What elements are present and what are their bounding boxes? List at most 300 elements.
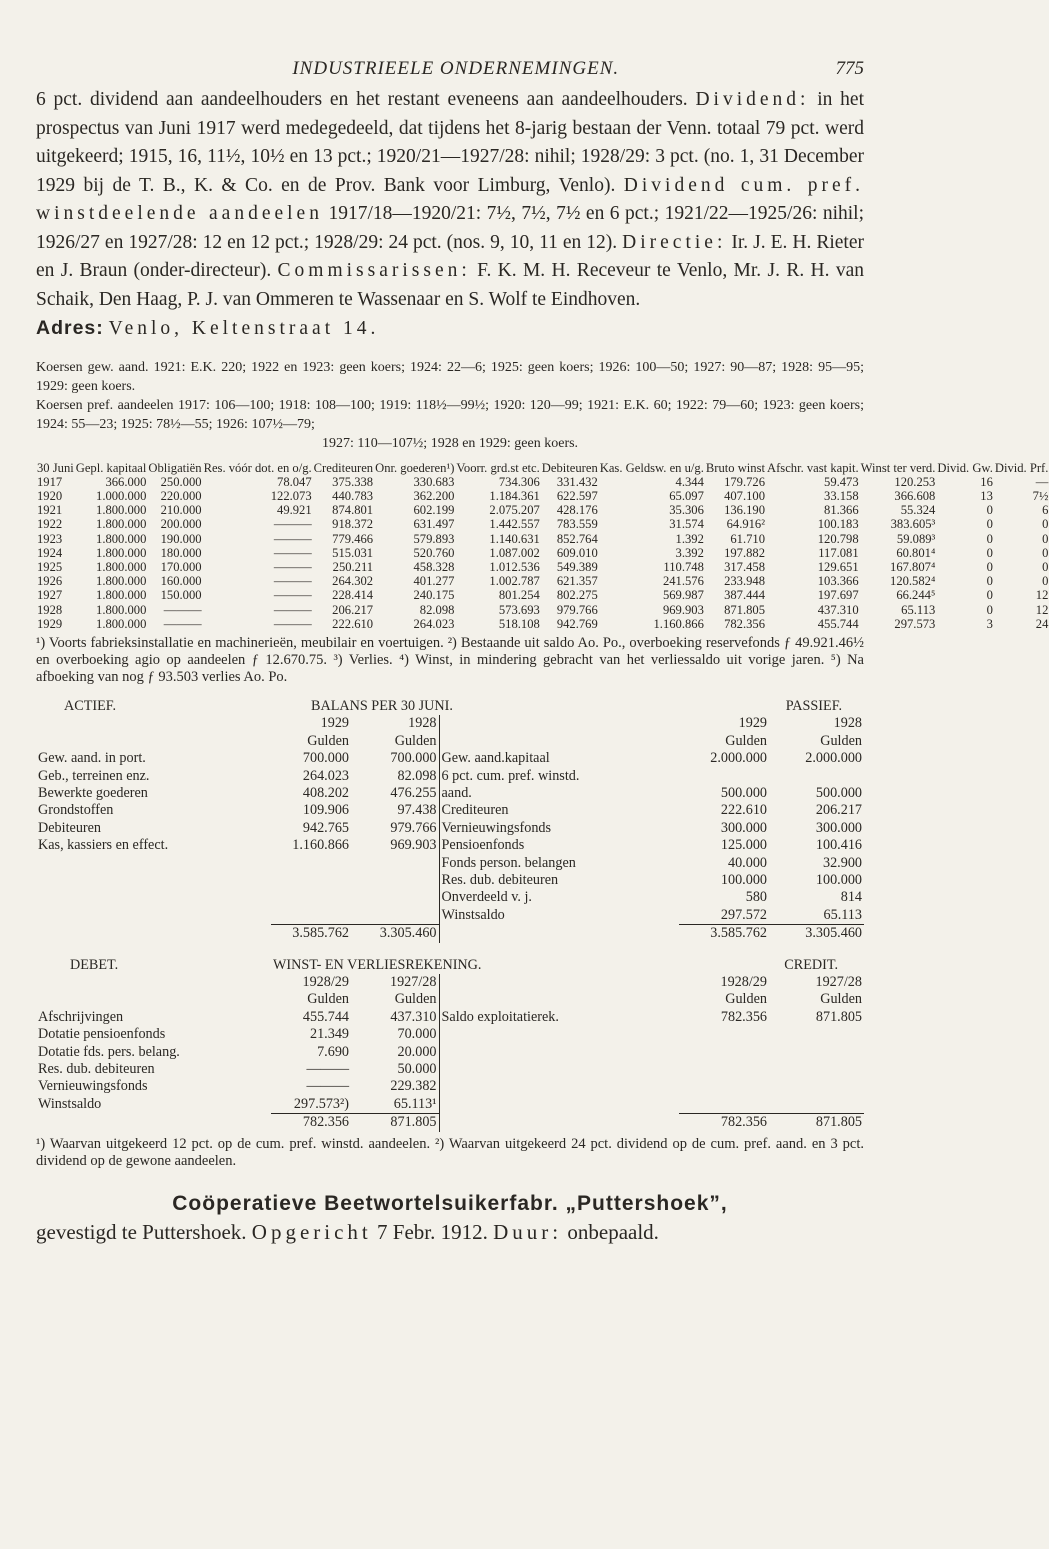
account-value: 2.000.000 — [805, 750, 862, 767]
table-cell: 122.073 — [270, 488, 312, 503]
table-cell: 801.254 — [498, 588, 540, 603]
table-cell: 250.211 — [332, 559, 374, 574]
account-row — [36, 1061, 864, 1078]
table-cell: 387.444 — [724, 588, 766, 603]
table-cell: 362.200 — [413, 488, 455, 503]
unit: Gulden — [725, 732, 767, 749]
column-header: Crediteuren — [313, 460, 374, 475]
year-b: 1928 — [833, 715, 862, 732]
table-cell: 150.000 — [160, 588, 202, 603]
account-row — [36, 802, 864, 819]
table-cell: 455.744 — [817, 616, 859, 631]
table-cell: 1.392 — [675, 531, 704, 546]
table-cell: 228.414 — [332, 588, 374, 603]
table-cell: 1.160.866 — [653, 616, 704, 631]
column-header: Voorr. grd.st etc. — [456, 460, 540, 475]
account-value: 1.160.866 — [292, 837, 349, 854]
account-value: 500.000 — [815, 784, 862, 801]
table-cell: 979.766 — [556, 602, 598, 617]
account-value: 50.000 — [397, 1061, 437, 1078]
account-value: 297.573²) — [293, 1095, 349, 1112]
table-cell: 1.800.000 — [96, 616, 147, 631]
account-value: 40.000 — [727, 854, 767, 871]
table-cell: 1.800.000 — [96, 602, 147, 617]
table-cell: 0 — [1042, 531, 1049, 546]
table-cell: 331.432 — [556, 474, 598, 489]
company-seat: gevestigd te Puttershoek. — [36, 1219, 247, 1244]
account-value: 100.000 — [815, 872, 862, 888]
table-cell: 631.497 — [413, 517, 455, 532]
column-header: Bruto winst — [705, 460, 766, 475]
table-cell: 12 — [1035, 588, 1049, 603]
credit-title: CREDIT. — [784, 956, 838, 973]
account-label: Gew. aand.kapitaal — [439, 750, 679, 767]
account-value: 100.000 — [720, 872, 767, 888]
table-cell: 569.987 — [662, 588, 704, 603]
directie-names: Ir. J. E. H. Rieter en J. Braun (onder-directeur). — [36, 231, 864, 281]
column-header: Gepl. kapitaal — [75, 460, 147, 475]
table-cell: 49.921 — [277, 503, 312, 518]
table-cell: 520.760 — [413, 545, 455, 560]
keyword-directie: Directie: — [622, 231, 727, 253]
table-cell: 1.800.000 — [96, 574, 147, 589]
table-row — [36, 517, 1049, 531]
balance-sheet — [36, 698, 864, 943]
running-header — [36, 58, 864, 80]
account-label: Dotatie pensioenfonds — [38, 1026, 166, 1043]
account-value: 206.217 — [815, 802, 862, 819]
year-b: 1927/28 — [815, 974, 862, 991]
account-value: 782.356 — [720, 1008, 767, 1025]
account-value: 814 — [840, 889, 862, 906]
table-cell: 55.324 — [900, 503, 936, 518]
table-cell: 264.023 — [413, 616, 455, 631]
table-cell: 1929 — [37, 616, 63, 631]
dividend-pref-history: 1917/18—1920/21: 7½, 7½, 7½ en 6 pct.; 1921/22—1925/26: nihil; 1926/27 en 1927/28: 12 en 12 pct.; 1928/29: 24 pct. (nos. 9, 10, 11 en 12). — [36, 203, 864, 253]
account-value: 109.906 — [302, 802, 349, 819]
year-a: 1929 — [738, 715, 767, 732]
account-value: 264.023 — [302, 767, 349, 784]
keyword-commissarissen: Commissarissen: — [277, 260, 471, 281]
table-cell: 0 — [1042, 545, 1049, 560]
table-row — [36, 603, 1049, 617]
table-cell: 0 — [986, 602, 993, 617]
account-value: 20.000 — [397, 1043, 437, 1060]
balance-total-row — [36, 925, 864, 943]
table-cell: 1.442.557 — [489, 517, 540, 532]
passief-title: PASSIEF. — [785, 697, 842, 714]
table-cell: ——— — [273, 531, 312, 546]
table-cell: 7½ — [1032, 488, 1049, 503]
page-number: 775 — [835, 58, 864, 79]
table-cell: 241.576 — [662, 574, 704, 589]
table-cell: 1921 — [37, 503, 63, 518]
balance-title: BALANS PER 30 JUNI. — [311, 697, 453, 714]
account-row — [36, 820, 864, 837]
debet-title: DEBET. — [70, 956, 119, 973]
account-value: 125.000 — [720, 837, 767, 854]
table-cell: 0 — [986, 588, 993, 603]
table-cell: 35.306 — [669, 503, 704, 518]
actief-title: ACTIEF. — [64, 697, 117, 714]
keyword-duur: Duur: — [493, 1219, 563, 1244]
table-cell: 0 — [1042, 517, 1049, 532]
account-value: 455.744 — [302, 1008, 349, 1025]
account-label: Kas, kassiers en effect. — [38, 837, 169, 854]
table-cell: 179.726 — [724, 474, 766, 489]
table-cell: 942.769 — [556, 616, 598, 631]
table-cell: 802.275 — [556, 588, 598, 603]
table-cell: 549.389 — [556, 559, 598, 574]
table-cell: 59.473 — [824, 474, 859, 489]
company-description — [36, 86, 864, 344]
table-cell: 78.047 — [277, 474, 312, 489]
account-value — [769, 768, 864, 785]
table-cell: 1.002.787 — [489, 574, 540, 589]
table-cell: 197.882 — [724, 545, 766, 560]
table-cell: 1927 — [37, 588, 63, 603]
account-value: 700.000 — [302, 750, 349, 767]
table-cell: 197.697 — [817, 588, 859, 603]
table-cell: 1.012.536 — [489, 559, 540, 574]
account-value: 32.900 — [822, 854, 862, 871]
account-label: Fonds person. belangen — [439, 855, 679, 872]
table-cell: 375.338 — [332, 474, 374, 489]
table-body — [36, 475, 1049, 631]
table-cell: 1925 — [37, 559, 63, 574]
table-row — [36, 588, 1049, 602]
balance-unit-row — [36, 733, 864, 750]
table-cell: 110.748 — [663, 559, 704, 574]
table-cell: 59.089³ — [896, 531, 936, 546]
account-label: Geb., terreinen enz. — [38, 767, 150, 784]
table-cell: 1.800.000 — [96, 503, 147, 518]
account-label: 6 pct. cum. pref. winstd. — [439, 768, 679, 785]
account-value: 942.765 — [302, 819, 349, 836]
account-row — [36, 1044, 864, 1061]
year-a: 1928/29 — [720, 974, 767, 991]
year-a: 1928/29 — [302, 974, 349, 991]
column-header: Afschr. vast kapit. — [767, 460, 859, 475]
table-cell: 240.175 — [413, 588, 455, 603]
table-cell: 120.582⁴ — [890, 574, 936, 589]
column-header: Divid. Gw. — [937, 460, 993, 475]
table-cell: 602.199 — [413, 503, 455, 518]
account-label: Res. dub. debiteuren — [439, 872, 679, 889]
table-cell: 317.458 — [724, 559, 766, 574]
table-cell: 180.000 — [160, 545, 202, 560]
table-cell: 61.710 — [730, 531, 766, 546]
table-cell: 1.800.000 — [96, 545, 147, 560]
table-cell: 170.000 — [160, 559, 202, 574]
account-value: 437.310 — [390, 1008, 437, 1025]
table-cell: ——— — [273, 545, 312, 560]
balance-body — [36, 750, 864, 925]
table-cell: 579.893 — [413, 531, 455, 546]
financial-history-table — [36, 461, 1049, 631]
table-cell: 782.356 — [724, 616, 766, 631]
table-row — [36, 546, 1049, 560]
table-cell: 136.190 — [724, 503, 766, 518]
year-b: 1927/28 — [389, 974, 437, 991]
account-row — [36, 907, 864, 925]
table-cell: 297.573 — [894, 616, 936, 631]
table-cell: 233.948 — [724, 574, 766, 589]
account-value: ——— — [306, 1078, 349, 1095]
account-label: Res. dub. debiteuren — [38, 1061, 155, 1078]
table-cell: 1.800.000 — [96, 517, 147, 532]
account-value: 969.903 — [390, 837, 437, 854]
account-value: 100.416 — [815, 837, 862, 854]
company-meta — [36, 1218, 864, 1246]
table-cell: 3.392 — [675, 545, 704, 560]
account-label: Debiteuren — [38, 819, 102, 836]
account-row — [36, 1026, 864, 1043]
account-row — [36, 750, 864, 767]
table-cell: 264.302 — [332, 574, 374, 589]
table-cell: 12 — [1035, 602, 1049, 617]
koersen-pref-cont: 1927: 110—107½; 1928 en 1929: geen koers. — [321, 435, 579, 451]
table-cell: 330.683 — [413, 474, 455, 489]
table-cell: 33.158 — [824, 488, 859, 503]
table-cell: 24 — [1035, 616, 1049, 631]
year-a: 1929 — [320, 715, 349, 732]
account-value: 476.255 — [390, 784, 437, 801]
keyword-dividend-pref: Dividend cum. pref. winstdeelende aandeelen — [36, 174, 864, 224]
table-cell: 0 — [986, 503, 993, 518]
table-cell: 621.357 — [556, 574, 598, 589]
account-value: 97.438 — [397, 802, 437, 819]
account-value: 300.000 — [720, 819, 767, 836]
pl-notes: ¹) Waarvan uitgekeerd 12 pct. op de cum. pref. winstd. aandeelen. ²) Waarvan uitgekeerd 24 pct. dividend op de cum. pref. aand. en 3 pct. dividend op de gewone aandeelen. — [36, 1135, 864, 1169]
koersen-gewone: Koersen gew. aand. 1921: E.K. 220; 1922 en 1923: geen koers; 1924: 22—6; 1925: geen koers; 1926: 100—50; 1927: 90—87; 1928: 95—95; 1929: geen koers. — [36, 359, 864, 394]
table-cell: 66.244⁵ — [896, 588, 936, 603]
table-cell: 407.100 — [724, 488, 766, 503]
account-label: Crediteuren — [439, 802, 679, 819]
account-value: 580 — [745, 889, 767, 906]
table-cell: 437.310 — [817, 602, 859, 617]
table-cell: 82.098 — [419, 602, 455, 617]
account-value: 500.000 — [720, 784, 767, 801]
header-title: INDUSTRIEELE ONDERNEMINGEN. — [292, 58, 620, 79]
pl-year-row — [36, 974, 864, 991]
account-row — [36, 1078, 864, 1095]
table-row — [36, 489, 1049, 503]
account-value: 70.000 — [397, 1026, 437, 1043]
table-cell: 366.608 — [894, 488, 936, 503]
unit: Gulden — [394, 732, 437, 749]
table-cell: ——— — [273, 588, 312, 603]
table-cell: 734.306 — [498, 474, 540, 489]
total-a: 782.356 — [679, 1114, 769, 1132]
account-value: 222.610 — [720, 802, 767, 819]
total-b: 871.805 — [769, 1114, 864, 1132]
table-cell: 518.108 — [498, 616, 540, 631]
table-cell: 0 — [986, 517, 993, 532]
account-value: 2.000.000 — [710, 750, 767, 767]
table-cell: ——— — [273, 574, 312, 589]
account-row — [36, 785, 864, 802]
company-name: Coöperatieve Beetwortelsuikerfabr. „Puttershoek”, — [172, 1191, 728, 1215]
table-cell: 874.801 — [332, 503, 374, 518]
table-cell: 13 — [980, 488, 993, 503]
table-cell: 783.559 — [556, 517, 598, 532]
table-cell: 2.075.207 — [489, 503, 540, 518]
account-label: Onverdeeld v. j. — [439, 889, 679, 906]
table-cell: ——— — [273, 602, 312, 617]
account-value: 297.572 — [720, 906, 767, 923]
table-cell: 190.000 — [160, 531, 202, 546]
total-b: 871.805 — [351, 1114, 439, 1132]
table-cell: 65.097 — [669, 488, 704, 503]
table-cell: 440.783 — [332, 488, 374, 503]
table-cell: 220.000 — [160, 488, 202, 503]
total-a: 3.585.762 — [679, 925, 769, 943]
table-cell: 16 — [980, 474, 993, 489]
account-label: Gew. aand. in port. — [38, 750, 146, 767]
account-label: Winstsaldo — [439, 907, 679, 925]
table-cell: 1923 — [37, 531, 63, 546]
table-cell: 206.217 — [332, 602, 374, 617]
table-cell: 210.000 — [160, 503, 202, 518]
table-cell: 81.366 — [824, 503, 859, 518]
table-cell: 65.113 — [901, 602, 936, 617]
koersen-block — [36, 358, 864, 453]
table-cell: 0 — [986, 574, 993, 589]
table-cell: ——— — [163, 602, 202, 617]
table-cell: ——— — [163, 616, 202, 631]
table-cell: 4.344 — [675, 474, 704, 489]
account-row — [36, 1096, 864, 1114]
pl-unit-row — [36, 991, 864, 1008]
table-cell: 1924 — [37, 545, 63, 560]
sentence-dividend-intro: 6 pct. dividend aan aandeelhouders en het restant eveneens aan aandeelhouders. — [36, 89, 688, 110]
table-cell: 0 — [1042, 559, 1049, 574]
table-cell: 1.800.000 — [96, 559, 147, 574]
table-cell: 428.176 — [556, 503, 598, 518]
table-cell: 117.081 — [818, 545, 859, 560]
column-header: 30 Juni — [37, 460, 74, 475]
table-cell: 64.916² — [726, 517, 766, 532]
account-row — [36, 889, 864, 906]
table-cell: 622.597 — [556, 488, 598, 503]
table-cell: 573.693 — [498, 602, 540, 617]
table-row — [36, 560, 1049, 574]
table-cell: 1917 — [37, 474, 63, 489]
account-value: 7.690 — [317, 1043, 349, 1060]
account-label: Saldo exploitatierek. — [439, 1009, 679, 1026]
account-value: 979.766 — [390, 819, 437, 836]
keyword-adres: Adres: — [36, 317, 104, 339]
account-value: 21.349 — [309, 1026, 349, 1043]
account-value: 229.382 — [390, 1078, 437, 1095]
keyword-dividend: Dividend: — [695, 89, 810, 110]
total-a: 782.356 — [271, 1114, 351, 1132]
table-cell: 129.651 — [817, 559, 859, 574]
account-label: Dotatie fds. pers. belang. — [38, 1043, 180, 1060]
account-value: 871.805 — [815, 1008, 862, 1025]
table-cell: 0 — [986, 559, 993, 574]
unit: Gulden — [307, 732, 349, 749]
table-cell: 609.010 — [556, 545, 598, 560]
account-label: aand. — [439, 785, 679, 802]
account-row — [36, 872, 864, 889]
table-cell: 120.798 — [817, 531, 859, 546]
table-header-row — [36, 461, 1049, 475]
table-cell: 1.800.000 — [96, 588, 147, 603]
account-label: Bewerkte goederen — [38, 784, 148, 801]
table-cell: 120.253 — [894, 474, 936, 489]
unit: Gulden — [820, 991, 862, 1008]
total-b: 3.305.460 — [351, 925, 439, 943]
pl-total-row — [36, 1114, 864, 1132]
account-label: Vernieuwingsfonds — [38, 1078, 148, 1095]
column-header: Divid. Prf. — [994, 460, 1049, 475]
table-cell: 222.610 — [332, 616, 374, 631]
account-label: Pensioenfonds — [439, 837, 679, 854]
dividend-history: in het prospectus van Juni 1917 werd medegedeeld, dat tijdens het 8-jarig bestaan der Venn. totaal 79 pct. werd uitgekeerd; 1915, 16, 11½, 10½ en 13 pct.; 1920/21—1927/28: nihil; 1928/29: 3 pct. (no. 1, 31 December 1929 bij de T. B., K. & Co. en de Prov. Bank voor Limburg, Venlo). — [36, 89, 865, 196]
table-cell: 0 — [1042, 574, 1049, 589]
table-cell: 383.605³ — [890, 517, 936, 532]
account-label: Vernieuwingsfonds — [439, 820, 679, 837]
account-value: 82.098 — [397, 767, 437, 784]
table-cell: 250.000 — [160, 474, 202, 489]
unit: Gulden — [820, 732, 862, 749]
pl-title-row — [36, 957, 864, 974]
account-value: 408.202 — [302, 784, 349, 801]
table-cell: 103.366 — [817, 574, 859, 589]
unit: Gulden — [725, 991, 767, 1008]
table-cell: 871.805 — [724, 602, 766, 617]
table-cell: — — [1035, 474, 1049, 489]
table-cell: 852.764 — [556, 531, 598, 546]
account-row — [36, 768, 864, 785]
account-value: 65.113 — [823, 906, 862, 923]
profit-loss-account — [36, 957, 864, 1132]
table-cell: 31.574 — [669, 517, 704, 532]
account-row — [36, 837, 864, 854]
column-header: Kas. Geldsw. en u/g. — [599, 460, 704, 475]
total-a: 3.585.762 — [271, 925, 351, 943]
account-label: Winstsaldo — [38, 1096, 102, 1113]
balance-title-row — [36, 698, 864, 715]
table-cell: 401.277 — [413, 574, 455, 589]
pl-title: WINST- EN VERLIESREKENING. — [273, 956, 482, 973]
table-cell: ——— — [273, 517, 312, 532]
table-row — [36, 617, 1049, 631]
account-value — [679, 768, 769, 785]
table-cell: 1928 — [37, 602, 63, 617]
account-value: 300.000 — [815, 819, 862, 836]
table-cell: 515.031 — [332, 545, 374, 560]
column-header: Res. vóór dot. en o/g. — [203, 460, 312, 475]
next-company-entry — [36, 1190, 864, 1246]
table-cell: 6 — [1042, 503, 1049, 518]
account-row — [36, 855, 864, 872]
table-cell: 3 — [986, 616, 993, 631]
table-cell: 1.800.000 — [96, 531, 147, 546]
table-cell: 1.140.631 — [489, 531, 540, 546]
column-header: Debiteuren — [541, 460, 598, 475]
account-value: 700.000 — [390, 750, 437, 767]
column-header: Onr. goederen¹) — [375, 460, 455, 475]
table-cell: 167.807⁴ — [890, 559, 936, 574]
year-b: 1928 — [408, 715, 437, 732]
table-cell: 200.000 — [160, 517, 202, 532]
table-row — [36, 503, 1049, 517]
table-cell: 60.801⁴ — [896, 545, 936, 560]
table-cell: 0 — [986, 545, 993, 560]
